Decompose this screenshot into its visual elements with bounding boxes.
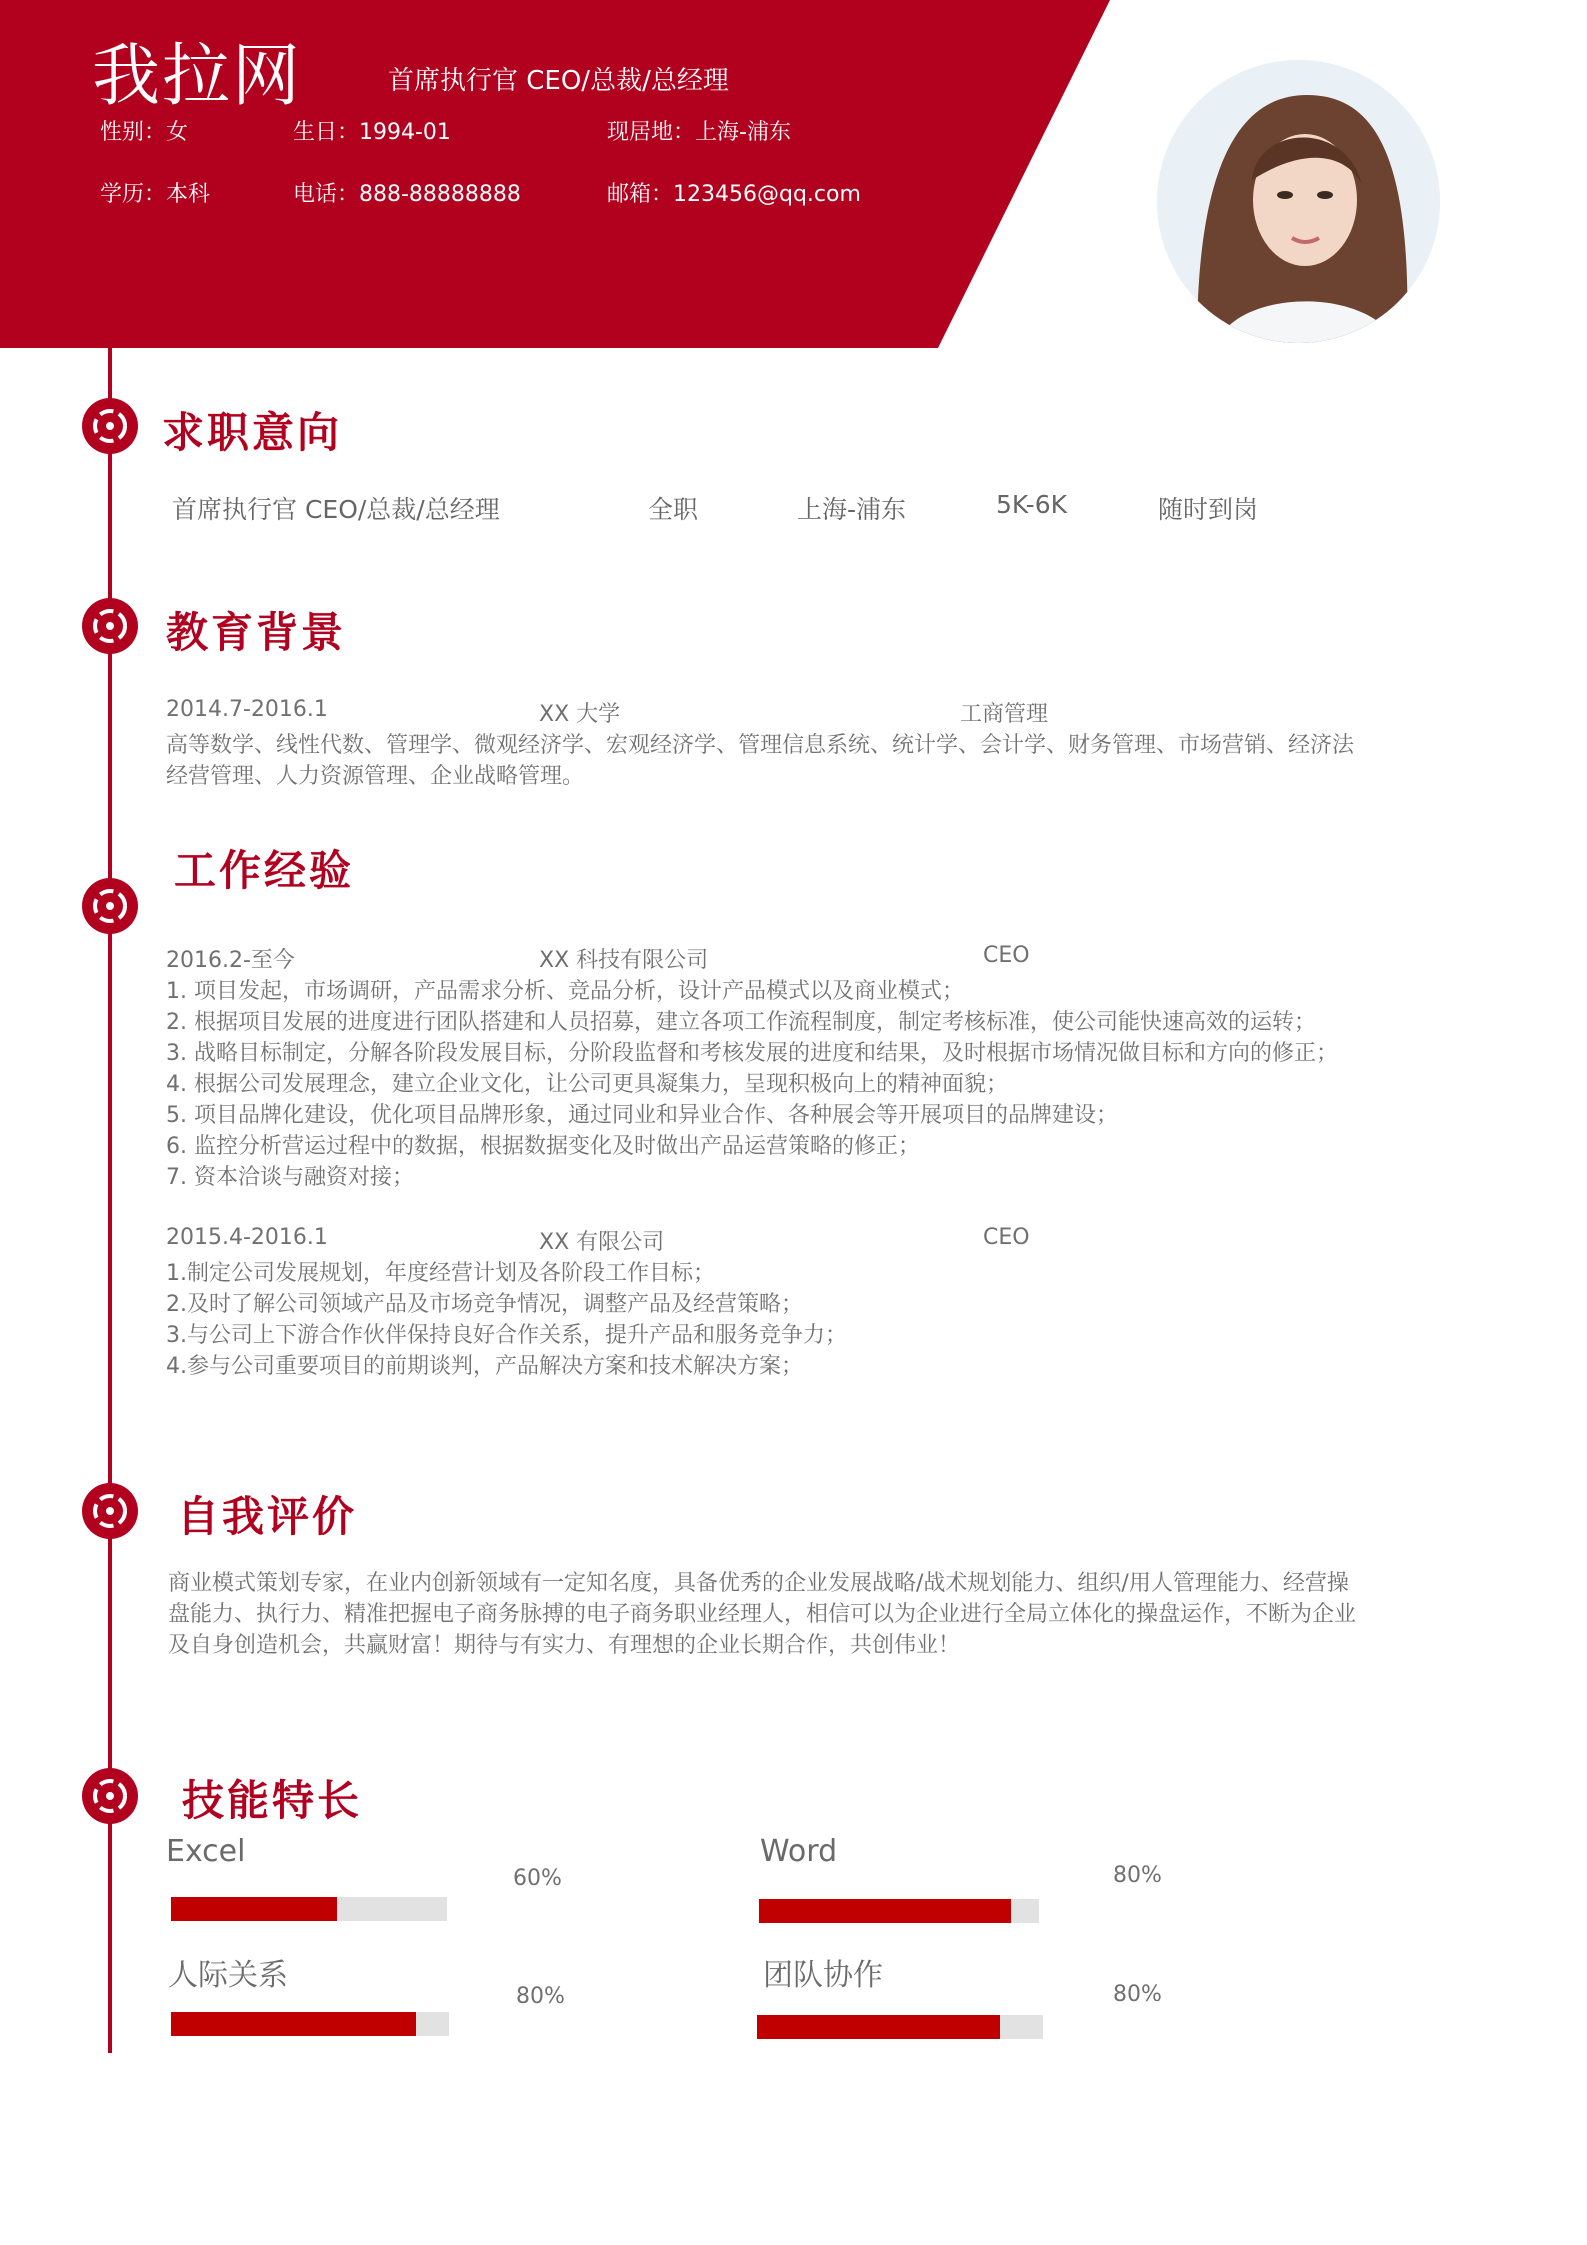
skill-bar-fill xyxy=(171,2012,416,2036)
skill-label: Word xyxy=(760,1834,838,1869)
self-eval-line: 及自身创造机会，共赢财富！期待与有实力、有理想的企业长期合作，共创伟业！ xyxy=(168,1633,961,1658)
skill-bar xyxy=(171,1897,447,1921)
intent-type: 全职 xyxy=(648,495,699,524)
intent-salary: 5K-6K xyxy=(996,490,1067,519)
self-eval-line: 商业模式策划专家，在业内创新领域有一定知名度，具备优秀的企业发展战略/战术规划能力、组织/用人管理能力、经营操 xyxy=(168,1571,1349,1596)
skill-bar-fill xyxy=(759,1899,1011,1923)
candidate-title: 首席执行官 CEO/总裁/总经理 xyxy=(388,66,729,96)
section-title-skills: 技能特长 xyxy=(182,1776,363,1825)
job-duty: 5. 项目品牌化建设，优化项目品牌形象，通过同业和异业合作、各种展会等开展项目的品牌建设； xyxy=(166,1103,1118,1128)
skill-bar xyxy=(171,2012,449,2036)
skill-bar-fill xyxy=(757,2015,1000,2039)
job-duty: 4.参与公司重要项目的前期谈判，产品解决方案和技术解决方案； xyxy=(166,1354,803,1379)
section-bullet-icon xyxy=(82,878,138,934)
job-company: XX 科技有限公司 xyxy=(539,948,709,973)
education-info: 学历：本科 xyxy=(100,182,211,207)
email-info: 邮箱：123456@qq.com xyxy=(607,182,861,207)
skill-label: Excel xyxy=(166,1834,246,1869)
residence-info: 现居地：上海-浦东 xyxy=(607,120,791,145)
self-eval-line: 盘能力、执行力、精准把握电子商务脉搏的电子商务职业经理人，相信可以为企业进行全局立体化的操盘运作，不断为企业 xyxy=(168,1602,1357,1627)
birth-info: 生日：1994-01 xyxy=(293,120,451,145)
phone-info: 电话：888-88888888 xyxy=(293,182,521,207)
job-duty: 6. 监控分析营运过程中的数据，根据数据变化及时做出产品运营策略的修正； xyxy=(166,1134,920,1159)
job-role: CEO xyxy=(983,1225,1030,1250)
section-bullet-icon xyxy=(82,1483,138,1539)
job-period: 2015.4-2016.1 xyxy=(166,1225,328,1250)
job-period: 2016.2-至今 xyxy=(166,948,295,973)
edu-major: 工商管理 xyxy=(960,702,1049,727)
skill-label: 团队协作 xyxy=(763,1958,883,1993)
section-title-education: 教育背景 xyxy=(166,608,347,657)
intent-city: 上海-浦东 xyxy=(797,495,907,524)
skill-label: 人际关系 xyxy=(168,1958,288,1993)
job-duty: 1. 项目发起，市场调研，产品需求分析、竞品分析，设计产品模式以及商业模式； xyxy=(166,979,964,1004)
job-duty: 2. 根据项目发展的进度进行团队搭建和人员招募，建立各项工作流程制度，制定考核标准，使公司能快速高效的运转； xyxy=(166,1010,1316,1035)
skill-bar xyxy=(759,1899,1039,1923)
skill-percent: 80% xyxy=(516,1984,565,2009)
section-title-work: 工作经验 xyxy=(174,846,355,895)
skill-percent: 80% xyxy=(1113,1863,1162,1888)
job-duty: 3. 战略目标制定，分解各阶段发展目标，分阶段监督和考核发展的进度和结果，及时根据市场情况做目标和方向的修正； xyxy=(166,1041,1338,1066)
job-duty: 2.及时了解公司领域产品及市场竞争情况，调整产品及经营策略； xyxy=(166,1292,803,1317)
edu-courses-line: 经营管理、人力资源管理、企业战略管理。 xyxy=(166,764,585,789)
job-duty: 7. 资本洽谈与融资对接； xyxy=(166,1165,414,1190)
intent-position: 首席执行官 CEO/总裁/总经理 xyxy=(172,495,500,524)
section-title-intent: 求职意向 xyxy=(162,408,343,457)
job-role: CEO xyxy=(983,943,1030,968)
job-duty: 1.制定公司发展规划，年度经营计划及各阶段工作目标； xyxy=(166,1261,715,1286)
edu-school: XX 大学 xyxy=(539,702,621,727)
gender-info: 性别：女 xyxy=(100,120,189,145)
section-bullet-icon xyxy=(82,598,138,654)
candidate-name: 我拉网 xyxy=(92,37,303,116)
job-duty: 3.与公司上下游合作伙伴保持良好合作关系，提升产品和服务竞争力； xyxy=(166,1323,847,1348)
avatar-photo xyxy=(1157,60,1440,343)
section-title-self-eval: 自我评价 xyxy=(177,1492,358,1541)
section-bullet-icon xyxy=(82,1768,138,1824)
section-bullet-icon xyxy=(82,398,138,454)
skill-bar xyxy=(757,2015,1043,2039)
skill-bar-fill xyxy=(171,1897,337,1921)
skill-percent: 60% xyxy=(513,1866,562,1891)
edu-courses-line: 高等数学、线性代数、管理学、微观经济学、宏观经济学、管理信息系统、统计学、会计学、财务管理、市场营销、经济法 xyxy=(166,733,1355,758)
job-duty: 4. 根据公司发展理念，建立企业文化，让公司更具凝集力，呈现积极向上的精神面貌； xyxy=(166,1072,1008,1097)
intent-availability: 随时到岗 xyxy=(1158,495,1259,524)
skill-percent: 80% xyxy=(1113,1982,1162,2007)
edu-period: 2014.7-2016.1 xyxy=(166,697,328,722)
job-company: XX 有限公司 xyxy=(539,1230,665,1255)
